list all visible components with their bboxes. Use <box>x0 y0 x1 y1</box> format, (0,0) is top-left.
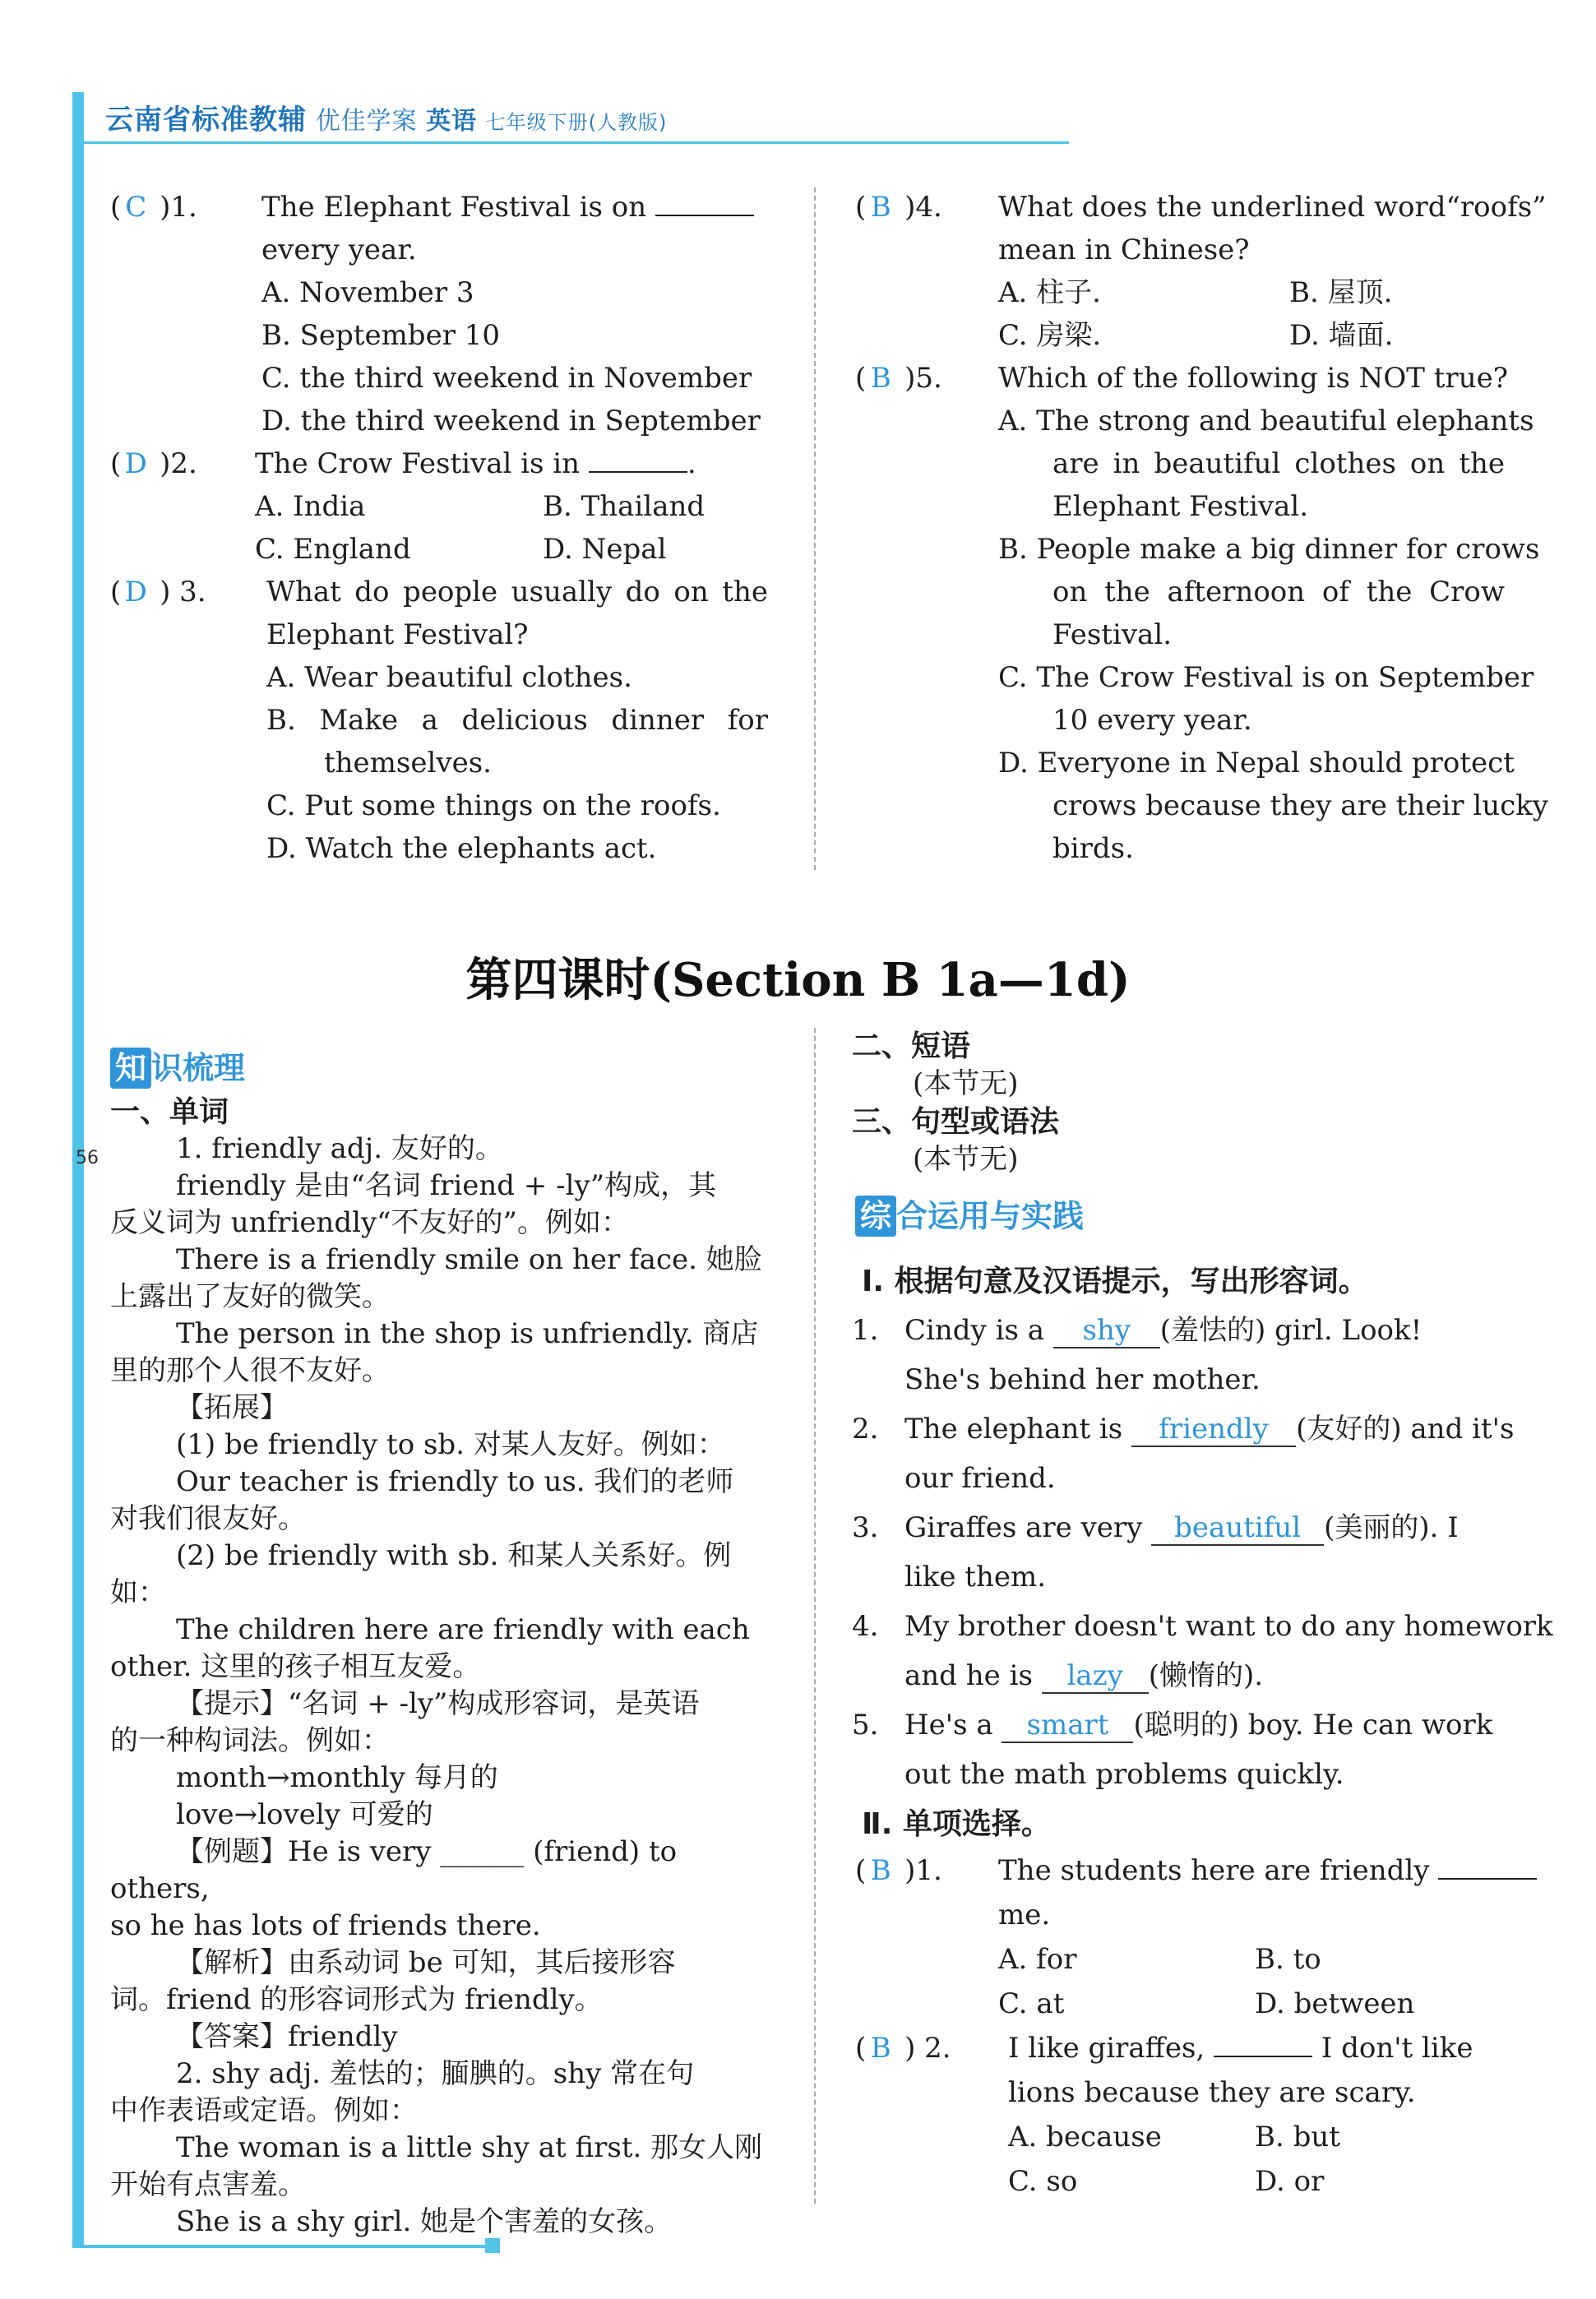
answer-blank <box>655 190 754 216</box>
phrases-note: (本节无) <box>913 1067 1019 1100</box>
question-number: )4. <box>904 191 942 224</box>
question-5: ( B )5. Which of the following is NOT true? <box>855 357 1521 400</box>
kb-line: 【解析】由系动词 be 可知，其后接形容 <box>176 1946 676 1979</box>
question-number: )1. <box>160 191 197 224</box>
question-text-cont: every year. <box>261 234 417 266</box>
option-d: D. the third weekend in September <box>261 405 761 437</box>
grammar-heading: 三、句型或语法 <box>852 1105 1060 1139</box>
reading-questions-left <box>110 186 784 870</box>
kb-line: so he has lots of friends there. <box>110 1909 541 1942</box>
option-c-cont: 10 every year. <box>1052 704 1252 737</box>
column-divider-top <box>814 187 816 870</box>
option-a: A. November 3 <box>261 276 474 309</box>
question-text-cont: Elephant Festival? <box>266 618 529 651</box>
knowledge-badge: 知 <box>110 1048 151 1089</box>
option-c: C. England <box>255 533 411 566</box>
option-b: B. People make a big dinner for crows <box>998 533 1540 566</box>
kb-line: 上露出了友好的微笑。 <box>110 1280 390 1313</box>
fill-answer: beautiful <box>1151 1511 1324 1546</box>
answer-blank <box>1214 2031 1312 2057</box>
kb-line: 【答案】friendly <box>176 2020 398 2053</box>
fill-line2: out the math problems quickly. <box>904 1758 1344 1791</box>
practice-heading <box>855 1191 1084 1237</box>
option-d: D. or <box>1255 2165 1325 2198</box>
series-name: 云南省标准教辅 <box>105 104 307 136</box>
question-text: Which of the following is NOT true? <box>998 362 1508 395</box>
kb-line: other. 这里的孩子相互友爱。 <box>110 1650 481 1683</box>
answer-mark: B <box>870 362 891 395</box>
kb-line: The woman is a little shy at first. 那女人刚 <box>176 2131 763 2164</box>
grade-label: 七年级下册(人教版) <box>485 111 668 134</box>
answer-blank <box>589 446 687 473</box>
option-d: D. Watch the elephants act. <box>266 832 657 865</box>
kb-line: (2) be friendly with sb. 和某人关系好。例如： <box>110 1539 732 1609</box>
kb-line: 【拓展】 <box>176 1391 288 1424</box>
option-c: C. the third weekend in November <box>261 362 752 395</box>
answer-mark: B <box>870 2032 891 2065</box>
question-4: ( B )4. What does the underlined word“roofs” <box>855 186 1521 229</box>
part2-title: Ⅱ. 单项选择。 <box>862 1807 1051 1841</box>
kb-line: (1) be friendly to sb. 对某人友好。例如： <box>176 1428 725 1461</box>
option-a-cont2: Elephant Festival. <box>1052 490 1309 523</box>
option-c: C. so <box>1008 2165 1078 2198</box>
option-d-cont: crows because they are their lucky <box>1052 789 1548 822</box>
kb-line: 的一种构词法。例如： <box>110 1724 390 1757</box>
fill-answer: friendly <box>1131 1413 1296 1447</box>
kb-line: 反义词为 unfriendly“不友好的”。例如： <box>110 1206 629 1239</box>
fill-item-3: 3. Giraffes are very beautiful (美丽的). I <box>852 1511 1459 1544</box>
option-a-cont: are in beautiful clothes on the <box>1052 447 1505 480</box>
option-a: A. for <box>998 1943 1077 1976</box>
kb-line: 对我们很友好。 <box>110 1502 306 1535</box>
question-text: The Crow Festival is in . <box>255 447 696 480</box>
part1-title: Ⅰ. 根据句意及汉语提示，写出形容词。 <box>862 1265 1368 1298</box>
option-a: A. Wear beautiful clothes. <box>266 661 632 694</box>
option-b-cont2: Festival. <box>1052 618 1172 651</box>
answer-mark: D <box>124 576 147 608</box>
option-c: C. Put some things on the roofs. <box>266 789 721 822</box>
footer-rule <box>72 2245 500 2248</box>
choice-exercise <box>855 1848 1521 2204</box>
option-b: B. Make a delicious dinner for <box>266 704 768 737</box>
answer-mark: C <box>125 191 147 224</box>
fill-in-exercise: 1. Cindy is a shy (羞怯的) girl. Look! She's behind her mother. 2. The elephant is friendly (友好的) and it's our friend. 3. Giraffes are very beautiful (美丽的). I like them. 4. My brother doesn't want to do any homework and he is lazy (懒惰的). 5. He's a smart (聪明的) boy. He can work out the math problems quickly. <box>852 1306 1523 1799</box>
question-text-cont: me. <box>998 1899 1051 1931</box>
kb-line: 词。friend 的形容词形式为 friendly。 <box>110 1983 603 2016</box>
fill-line2: like them. <box>904 1561 1047 1594</box>
option-b-cont: on the afternoon of the Crow <box>1052 576 1505 608</box>
question-text: The Elephant Festival is on <box>261 186 754 229</box>
fill-item-1: 1. Cindy is a shy (羞怯的) girl. Look! <box>852 1314 1423 1347</box>
question-number: )5. <box>904 362 942 395</box>
question-number: )2. <box>160 447 197 480</box>
knowledge-heading <box>110 1043 245 1089</box>
subject-name: 英语 <box>426 107 478 136</box>
option-c: C. 房梁. <box>998 319 1102 352</box>
fill-answer: shy <box>1053 1314 1160 1348</box>
knowledge-body <box>110 1094 776 2241</box>
option-d: D. between <box>1255 1987 1415 2020</box>
words-heading: 一、单词 <box>110 1095 229 1129</box>
choice-item-2: ( B ) 2. I like giraffes, I don't like <box>855 2026 1521 2070</box>
section-title: 第四课时(Section B 1a—1d) <box>465 953 1131 1007</box>
book-name: 优佳学案 <box>315 107 418 136</box>
option-b: B. to <box>1255 1943 1321 1976</box>
kb-line: The children here are friendly with each <box>176 1613 750 1646</box>
kb-line: Our teacher is friendly to us. 我们的老师 <box>176 1465 734 1498</box>
grammar-note: (本节无) <box>913 1143 1019 1176</box>
kb-line: 中作表语或定语。例如： <box>110 2094 418 2127</box>
question-text: What do people usually do on the <box>266 576 768 608</box>
reading-questions-right <box>855 186 1548 870</box>
option-d: D. Everyone in Nepal should protect <box>998 747 1515 779</box>
kb-line: 【例题】He is very ______ (friend) to others, <box>110 1835 678 1905</box>
fill-answer: lazy <box>1042 1659 1149 1694</box>
question-text-cont: lions because they are scary. <box>1008 2076 1416 2109</box>
practice-badge: 综 <box>855 1196 896 1237</box>
kb-line: 2. shy adj. 羞怯的；腼腆的。shy 常在句 <box>176 2057 695 2090</box>
option-c: C. The Crow Festival is on September <box>998 661 1534 694</box>
answer-blank <box>1438 1853 1537 1880</box>
fill-line2: She's behind her mother. <box>904 1363 1261 1396</box>
option-b: B. September 10 <box>261 319 501 352</box>
fill-item-5: 5. He's a smart (聪明的) boy. He can work <box>852 1709 1493 1742</box>
column-divider-bottom <box>814 1028 816 2204</box>
option-b: B. but <box>1255 2121 1340 2153</box>
option-c: C. at <box>998 1987 1065 2020</box>
option-d: D. Nepal <box>543 533 667 566</box>
knowledge-label: 识梳理 <box>151 1050 246 1086</box>
question-text-cont: mean in Chinese? <box>998 234 1250 266</box>
option-b-cont: themselves. <box>324 747 492 779</box>
header-rule <box>82 141 1069 144</box>
fill-item-2: 2. The elephant is friendly (友好的) and it's <box>852 1413 1515 1446</box>
kb-line: 1. friendly adj. 友好的。 <box>176 1132 503 1165</box>
kb-line: month→monthly 每月的 <box>176 1761 498 1794</box>
fill-answer: smart <box>1002 1709 1133 1743</box>
left-margin-bar <box>72 92 84 2246</box>
page-number: 56 <box>76 1148 99 1168</box>
question-number: ) 3. <box>160 576 206 608</box>
kb-line: The person in the shop is unfriendly. 商店 <box>176 1317 759 1350</box>
practice-label: 合运用与实践 <box>896 1198 1085 1234</box>
question-2: ( D )2. The Crow Festival is in . <box>110 442 784 485</box>
kb-line: 开始有点害羞。 <box>110 2168 306 2201</box>
kb-line: She is a shy girl. 她是个害羞的女孩。 <box>176 2205 673 2238</box>
kb-line: friendly 是由“名词 friend + -ly”构成，其 <box>176 1169 717 1202</box>
answer-mark: D <box>124 447 147 480</box>
running-header <box>105 97 667 137</box>
option-a: A. India <box>255 490 366 523</box>
option-a: A. The strong and beautiful elephants <box>998 405 1534 437</box>
option-b: B. 屋顶. <box>1289 276 1393 309</box>
question-1: ( C )1. The Elephant Festival is on <box>110 186 784 229</box>
kb-line: 里的那个人很不友好。 <box>110 1354 390 1387</box>
option-a: A. 柱子. <box>998 276 1101 309</box>
phrases-heading: 二、短语 <box>852 1029 971 1063</box>
question-3: ( D ) 3. What do people usually do on the <box>110 571 784 613</box>
choice-item-1: ( B )1. The students here are friendly <box>855 1848 1521 1893</box>
option-a: A. because <box>1008 2121 1162 2153</box>
answer-mark: B <box>870 191 891 224</box>
kb-line: There is a friendly smile on her face. 她脸 <box>176 1243 762 1276</box>
kb-line: love→lovely 可爱的 <box>176 1798 433 1831</box>
answer-mark: B <box>870 1854 891 1887</box>
fill-line2: our friend. <box>904 1462 1056 1495</box>
fill-item-4: 4. My brother doesn't want to do any homework <box>852 1610 1553 1643</box>
kb-line: 【提示】“名词 + -ly”构成形容词，是英语 <box>176 1687 700 1720</box>
option-d-cont2: birds. <box>1052 832 1134 865</box>
option-b: B. Thailand <box>543 490 705 523</box>
question-text: What does the underlined word“roofs” <box>998 191 1547 224</box>
option-d: D. 墙面. <box>1289 319 1394 352</box>
